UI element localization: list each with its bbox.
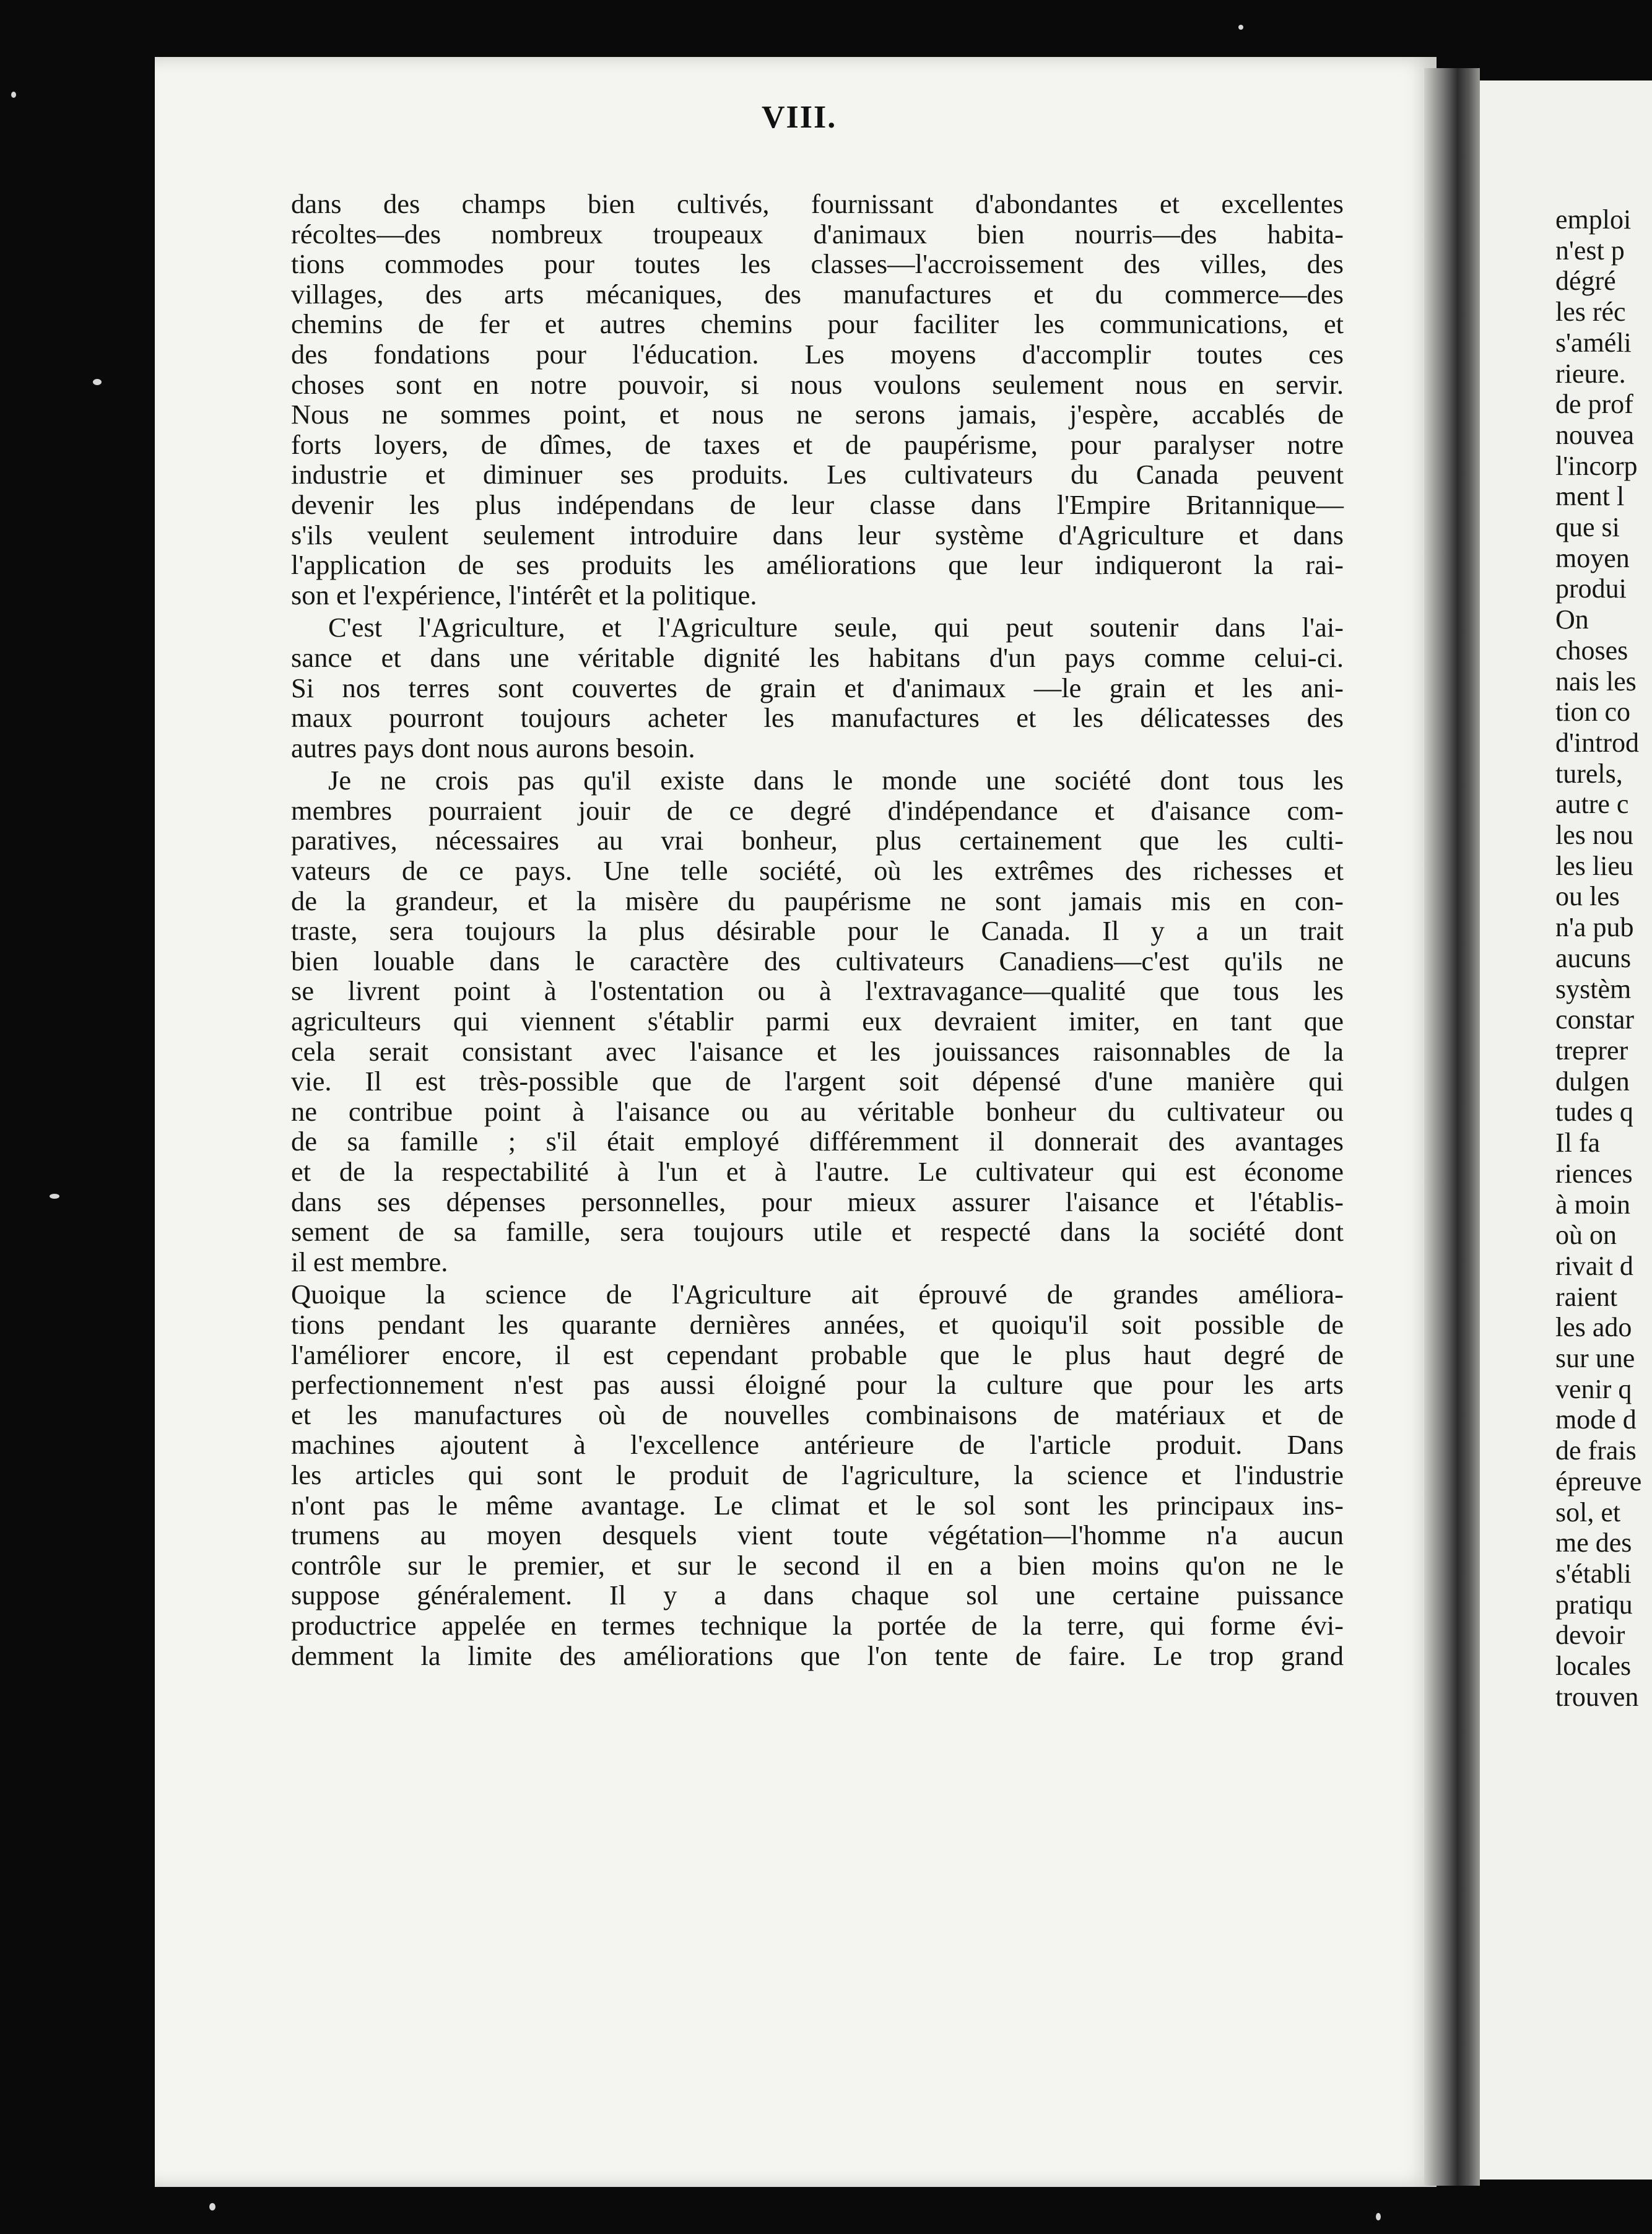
facing-text-line: pratiqu: [1555, 1589, 1633, 1620]
text-line: de la grandeur, et la misère du paupérisme ne sont jamais mis en con-: [291, 885, 1344, 916]
facing-text-line: raient: [1555, 1281, 1618, 1312]
text-line: et de la respectabilité à l'un et à l'autre. Le cultivateur qui est économe: [291, 1156, 1344, 1187]
facing-text-line: les nou: [1555, 820, 1633, 851]
book-gutter: [1424, 68, 1480, 2186]
facing-text-line: locales: [1555, 1651, 1632, 1682]
text-line: se livrent point à l'ostentation ou à l'extravagance—qualité que tous les: [291, 975, 1344, 1007]
facing-text-line: Il fa: [1555, 1128, 1601, 1158]
facing-text-line: systèm: [1555, 973, 1632, 1004]
text-line: ne contribue point à l'aisance ou au véritable bonheur du cultivateur ou: [291, 1095, 1344, 1127]
text-line: tions commodes pour toutes les classes—l'accroissement des villes, des: [291, 248, 1344, 280]
text-line: l'améliorer encore, il est cependant probable que le plus haut degré de: [291, 1339, 1344, 1370]
facing-text-line: mode d: [1555, 1404, 1637, 1435]
text-line: dans des champs bien cultivés, fournissant d'abondantes et excellentes: [291, 188, 1344, 219]
text-line: agriculteurs qui viennent s'établir parmi eux devraient imiter, en tant que: [291, 1006, 1344, 1037]
text-line: sance et dans une véritable dignité les habitans d'un pays comme celui-ci.: [291, 641, 1344, 673]
text-line: productrice appelée en termes technique la portée de la terre, qui forme évi-: [291, 1609, 1344, 1641]
text-line: vateurs de ce pays. Une telle société, où les extrêmes des richesses et: [291, 855, 1344, 887]
text-line: n'ont pas le même avantage. Le climat et le sol sont les principaux ins-: [291, 1489, 1344, 1521]
facing-text-line: me des: [1555, 1528, 1632, 1558]
facing-text-line: On: [1555, 604, 1589, 635]
facing-text-line: où on: [1555, 1220, 1617, 1251]
facing-text-line: ment l: [1555, 481, 1625, 512]
text-line: traste, sera toujours la plus désirable pour le Canada. Il y a un trait: [291, 915, 1344, 947]
text-line: Nous ne sommes point, et nous ne serons jamais, j'espère, accablés de: [291, 399, 1344, 430]
text-line: il est membre.: [291, 1246, 448, 1277]
facing-text-line: à moin: [1555, 1189, 1630, 1220]
text-line: et les manufactures où de nouvelles combinaisons de matériaux et de: [291, 1399, 1344, 1430]
facing-text-line: trouven: [1555, 1681, 1639, 1712]
dust-speck: [1376, 2213, 1381, 2220]
facing-text-line: de prof: [1555, 389, 1633, 420]
facing-text-line: tudes q: [1555, 1097, 1633, 1128]
facing-text-line: d'introd: [1555, 727, 1640, 758]
dust-speck: [93, 379, 102, 385]
facing-text-line: l'incorp: [1555, 450, 1638, 481]
facing-text-line: s'établi: [1555, 1558, 1632, 1589]
facing-text-line: dulgen: [1555, 1066, 1630, 1097]
facing-text-line: rivait d: [1555, 1250, 1633, 1281]
facing-text-line: constar: [1555, 1004, 1635, 1035]
text-line: forts loyers, de dîmes, de taxes et de paupérisme, pour paralyser notre: [291, 428, 1344, 460]
text-line: demment la limite des améliorations que l'on tente de faire. Le trop grand: [291, 1640, 1344, 1671]
facing-text-line: rieure.: [1555, 358, 1626, 389]
text-line: villages, des arts mécaniques, des manufactures et du commerce—des: [291, 278, 1344, 310]
text-line: suppose généralement. Il y a dans chaque sol une certaine puissance: [291, 1580, 1344, 1611]
text-line: devenir les plus indépendans de leur classe dans l'Empire Britannique—: [291, 489, 1344, 520]
text-line: chemins de fer et autres chemins pour faciliter les communications, et: [291, 308, 1344, 340]
text-line: de sa famille ; s'il était employé différemment il donnerait des avantages: [291, 1126, 1344, 1157]
facing-text-line: autre c: [1555, 789, 1629, 820]
dust-speck: [11, 92, 16, 98]
facing-text-line: nais les: [1555, 666, 1637, 697]
facing-text-line: sur une: [1555, 1343, 1635, 1374]
facing-text-line: ou les: [1555, 881, 1620, 912]
text-line: son et l'expérience, l'intérêt et la politique.: [291, 579, 757, 611]
facing-text-line: s'améli: [1555, 327, 1632, 358]
facing-text-line: treprer: [1555, 1035, 1628, 1066]
facing-text-line: turels,: [1555, 758, 1623, 789]
text-line: paratives, nécessaires au vrai bonheur, plus certainement que les culti-: [291, 825, 1344, 856]
facing-text-line: les ado: [1555, 1312, 1632, 1343]
facing-text-line: nouvea: [1555, 419, 1635, 450]
text-line: sement de sa famille, sera toujours utile et respecté dans la société dont: [291, 1216, 1344, 1248]
text-line: trumens au moyen desquels vient toute végétation—l'homme n'a aucun: [291, 1519, 1344, 1551]
facing-text-line: aucuns: [1555, 942, 1632, 973]
facing-text-line: tion co: [1555, 697, 1630, 728]
facing-text-line: les réc: [1555, 297, 1626, 328]
dust-speck: [50, 1194, 59, 1199]
facing-text-line: épreuve: [1555, 1466, 1642, 1497]
facing-text-line: n'est p: [1555, 235, 1625, 266]
text-line: membres pourraient jouir de ce degré d'indépendance et d'aisance com-: [291, 794, 1344, 826]
facing-text-line: devoir: [1555, 1620, 1625, 1651]
facing-text-line: emploi: [1555, 204, 1632, 235]
facing-text-line: de frais: [1555, 1435, 1637, 1466]
dust-speck: [209, 2203, 215, 2210]
text-line: bien louable dans le caractère des cultivateurs Canadiens—c'est qu'ils ne: [291, 945, 1344, 976]
text-line: maux pourront toujours acheter les manufactures et les délicatesses des: [291, 702, 1344, 734]
facing-text-line: que si: [1555, 512, 1620, 543]
text-line: cela serait consistant avec l'aisance et les jouissances raisonnables de la: [291, 1035, 1344, 1067]
text-line: dans ses dépenses personnelles, pour mieux assurer l'aisance et l'établis-: [291, 1186, 1344, 1217]
facing-text-line: riences: [1555, 1158, 1633, 1189]
facing-text-line: dégré: [1555, 266, 1616, 297]
text-line: vie. Il est très-possible que de l'argent soit dépensé d'une manière qui: [291, 1066, 1344, 1097]
body-text: [291, 189, 1344, 1671]
text-line: les articles qui sont le produit de l'agriculture, la science et l'industrie: [291, 1459, 1344, 1490]
facing-text-line: les lieu: [1555, 850, 1633, 881]
facing-page-text: [1555, 204, 1641, 1712]
text-line: machines ajoutent à l'excellence antérieure de l'article produit. Dans: [291, 1429, 1344, 1461]
page-number: VIII.: [762, 100, 837, 135]
facing-text-line: moyen: [1555, 542, 1630, 573]
text-line: industrie et diminuer ses produits. Les cultivateurs du Canada peuvent: [291, 459, 1344, 490]
text-line: choses sont en notre pouvoir, si nous voulons seulement nous en servir.: [291, 368, 1344, 400]
text-line: Quoique la science de l'Agriculture ait éprouvé de grandes améliora-: [291, 1279, 1344, 1310]
facing-text-line: sol, et: [1555, 1497, 1621, 1528]
text-line: tions pendant les quarante dernières années, et quoiqu'il soit possible de: [291, 1308, 1344, 1340]
facing-text-line: choses: [1555, 635, 1628, 666]
text-line: Si nos terres sont couvertes de grain et d'animaux —le grain et les ani-: [291, 672, 1344, 703]
text-line: Je ne crois pas qu'il existe dans le monde une société dont tous les: [328, 765, 1344, 796]
text-line: autres pays dont nous aurons besoin.: [291, 732, 695, 763]
text-line: récoltes—des nombreux troupeaux d'animaux bien nourris—des habita-: [291, 218, 1344, 250]
text-line: C'est l'Agriculture, et l'Agriculture seule, qui peut soutenir dans l'ai-: [328, 612, 1344, 643]
dust-speck: [1238, 25, 1243, 30]
text-line: s'ils veulent seulement introduire dans leur système d'Agriculture et dans: [291, 519, 1344, 550]
facing-text-line: produi: [1555, 573, 1627, 604]
text-line: perfectionnement n'est pas aussi éloigné pour la culture que pour les arts: [291, 1369, 1344, 1401]
text-line: l'application de ses produits les améliorations que leur indiqueront la rai-: [291, 549, 1344, 581]
facing-text-line: n'a pub: [1555, 912, 1634, 943]
text-line: des fondations pour l'éducation. Les moyens d'accomplir toutes ces: [291, 338, 1344, 370]
text-line: contrôle sur le premier, et sur le second il en a bien moins qu'on ne le: [291, 1549, 1344, 1581]
facing-text-line: venir q: [1555, 1373, 1632, 1404]
